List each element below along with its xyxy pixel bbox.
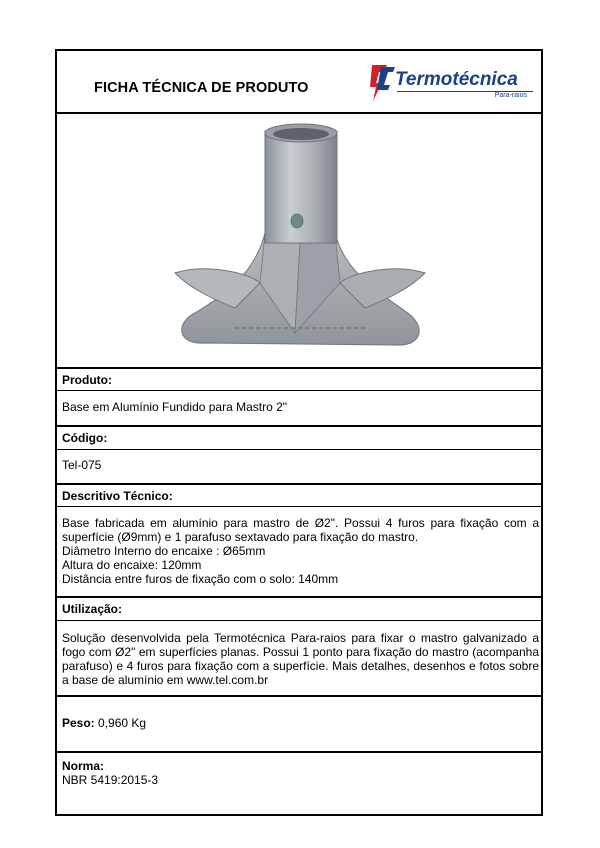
codigo-value: Tel-075 bbox=[62, 458, 102, 472]
codigo-label: Código: bbox=[62, 431, 108, 445]
produto-label: Produto: bbox=[62, 373, 112, 387]
divider bbox=[57, 425, 541, 427]
peso-label: Peso: bbox=[62, 716, 95, 730]
descritivo-paragraph: Base fabricada em alumínio para mastro de Ø2". Possui 4 furos para fixação com a superfície (Ø9mm) e 1 parafuso sextavado para fixação do mastro. bbox=[62, 516, 539, 544]
divider bbox=[57, 506, 541, 507]
norma-value: NBR 5419:2015-3 bbox=[62, 773, 159, 787]
divider bbox=[57, 596, 541, 598]
divider bbox=[57, 367, 541, 369]
peso-value: 0,960 Kg bbox=[98, 716, 147, 730]
brand-tagline: Para-raios bbox=[494, 92, 527, 99]
peso-row bbox=[62, 716, 146, 730]
divider bbox=[57, 620, 541, 621]
utilizacao-label: Utilização: bbox=[62, 602, 123, 616]
descritivo-line: Altura do encaixe: 120mm bbox=[62, 558, 202, 572]
page-title: FICHA TÉCNICA DE PRODUTO bbox=[94, 80, 309, 96]
utilizacao-text: Solução desenvolvida pela Termotécnica Para-raios para fixar o mastro galvanizado a fogo com Ø2" em superfícies planas. Possui 1 ponto para fixação do mastro (acompanha parafuso) e 4 furos para fixação com a superfície. Mais detalhes, desenhos e fotos sobre a base de alumínio em www.tel.com.br bbox=[62, 631, 539, 687]
divider bbox=[57, 751, 541, 753]
descritivo-label: Descritivo Técnico: bbox=[62, 489, 173, 503]
brand-name: Termotécnica bbox=[395, 69, 518, 90]
aluminum-mast-base-image bbox=[165, 123, 435, 357]
brand-logo-icon bbox=[367, 63, 397, 103]
divider bbox=[57, 695, 541, 697]
descritivo-line: Diâmetro Interno do encaixe : Ø65mm bbox=[62, 544, 266, 558]
divider bbox=[57, 112, 541, 114]
descritivo-line: Distância entre furos de fixação com o solo: 140mm bbox=[62, 572, 339, 586]
sheet-header bbox=[57, 51, 541, 113]
norma-label: Norma: bbox=[62, 759, 105, 773]
produto-value: Base em Alumínio Fundido para Mastro 2" bbox=[62, 400, 288, 414]
descritivo-text bbox=[62, 516, 539, 586]
divider bbox=[57, 483, 541, 485]
brand-logo bbox=[367, 61, 537, 105]
divider bbox=[57, 449, 541, 450]
divider bbox=[57, 390, 541, 391]
technical-sheet bbox=[55, 49, 543, 816]
